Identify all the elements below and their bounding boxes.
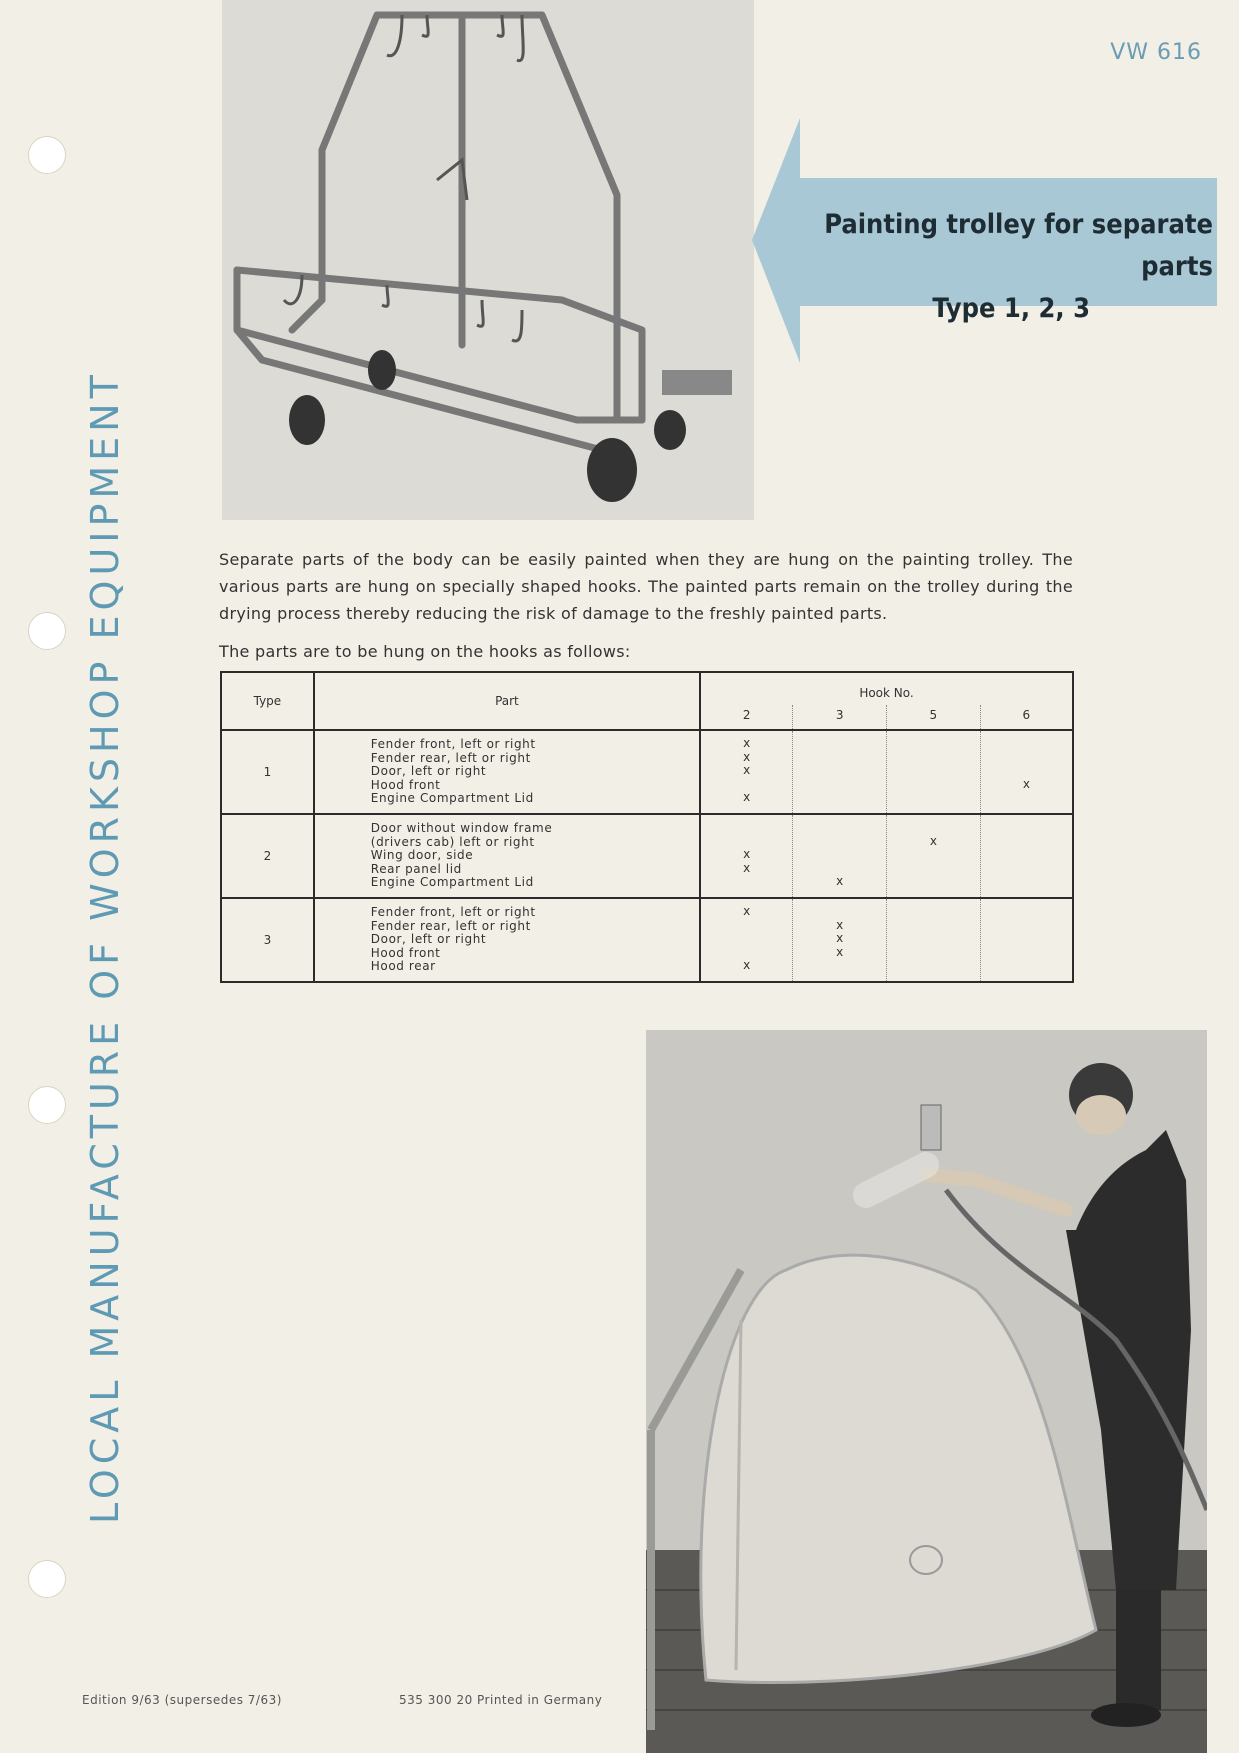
punch-hole <box>28 1560 66 1598</box>
hook-mark: x <box>743 790 751 804</box>
header-hook-number: 2 <box>700 705 793 730</box>
hook-mark <box>793 821 886 835</box>
part-name: Fender rear, left or right <box>370 750 531 765</box>
part-name: Wing door, side <box>370 848 474 863</box>
part-name: Door without window frame <box>370 821 553 836</box>
hook-mark-cell <box>793 730 887 814</box>
punch-hole <box>28 136 66 174</box>
hook-mark <box>793 778 886 792</box>
part-name: Engine Compartment Lid <box>370 791 534 806</box>
hook-mark <box>793 848 886 862</box>
part-name: Rear panel lid <box>370 861 462 876</box>
hook-mark <box>981 791 1072 805</box>
hook-mark <box>701 778 792 792</box>
hook-mark <box>981 875 1072 889</box>
part-name: Hood rear <box>370 959 436 974</box>
hook-mark <box>793 737 886 751</box>
document-number: VW 616 <box>1110 40 1202 65</box>
hook-table <box>220 671 1074 983</box>
hook-mark <box>887 821 980 835</box>
hook-mark <box>887 778 980 792</box>
header-part: Part <box>314 672 700 730</box>
hook-mark <box>793 862 886 876</box>
heading-line2: Type 1, 2, 3 <box>932 293 1090 324</box>
hook-mark <box>981 862 1072 876</box>
hook-mark <box>793 905 886 919</box>
hook-mark <box>793 791 886 805</box>
header-hook-number: 3 <box>793 705 887 730</box>
table-header-row <box>221 672 1073 705</box>
heading-line1: Painting trolley for separate parts <box>824 209 1213 282</box>
hook-mark <box>701 946 792 960</box>
hook-mark <box>981 932 1072 946</box>
hook-mark <box>887 905 980 919</box>
hook-mark <box>887 946 980 960</box>
hook-mark <box>701 919 792 933</box>
table-row <box>221 730 1073 814</box>
hook-mark: x <box>743 736 751 750</box>
parts-cell <box>314 898 700 982</box>
hook-mark-cell <box>887 814 981 898</box>
hook-mark <box>887 737 980 751</box>
hook-mark <box>887 959 980 973</box>
hook-mark-cell <box>980 730 1073 814</box>
hook-mark-cell <box>700 814 793 898</box>
hook-mark <box>887 919 980 933</box>
hook-mark: x <box>836 917 844 932</box>
table-row <box>221 898 1073 982</box>
hook-mark <box>887 764 980 778</box>
hook-mark <box>887 751 980 765</box>
hook-mark-cell <box>980 814 1073 898</box>
hook-mark <box>981 848 1072 862</box>
hook-mark <box>701 835 792 849</box>
type-cell: 1 <box>221 730 314 814</box>
heading <box>810 204 1213 330</box>
hook-mark <box>981 835 1072 849</box>
header-hook-number: 6 <box>980 705 1073 730</box>
hook-mark: x <box>836 931 844 945</box>
hook-mark-cell <box>887 898 981 982</box>
hook-mark-cell <box>887 730 981 814</box>
parts-cell <box>314 814 700 898</box>
part-name: Engine Compartment Lid <box>370 875 534 890</box>
part-name: Hood front <box>370 945 441 960</box>
hook-mark: x <box>743 958 751 972</box>
hook-mark-cell <box>793 898 887 982</box>
part-name: Fender front, left or right <box>370 737 536 752</box>
hook-mark <box>887 932 980 946</box>
hook-mark: x <box>743 904 751 918</box>
hook-mark <box>793 751 886 765</box>
part-name: Hood front <box>370 777 441 792</box>
hook-mark-cell <box>700 730 793 814</box>
hook-mark: x <box>743 749 751 764</box>
hook-mark: x <box>836 944 844 959</box>
hook-mark <box>981 959 1072 973</box>
hook-mark <box>981 946 1072 960</box>
hook-mark <box>981 919 1072 933</box>
hook-mark <box>981 751 1072 765</box>
trolley-photo <box>222 0 754 520</box>
side-title: LOCAL MANUFACTURE OF WORKSHOP EQUIPMENT <box>83 370 127 1524</box>
hook-mark: x <box>1022 776 1030 791</box>
hook-mark <box>701 875 792 889</box>
hook-mark <box>701 932 792 946</box>
header-type: Type <box>221 672 314 730</box>
hook-mark: x <box>743 763 751 777</box>
spraying-illustration <box>646 1030 1207 1753</box>
hook-mark <box>981 821 1072 835</box>
trolley-illustration <box>222 0 754 520</box>
spraying-photo <box>646 1030 1207 1753</box>
table-intro: The parts are to be hung on the hooks as follows: <box>219 642 631 661</box>
hook-mark <box>701 821 792 835</box>
hook-mark <box>887 875 980 889</box>
hook-mark <box>887 791 980 805</box>
description-paragraph: Separate parts of the body can be easily painted when they are hung on the painting trolley. The various parts are hung on specially shaped hooks. The painted parts remain on the trolley during the drying process thereby reducing the risk of damage to the freshly painted parts. <box>219 550 1073 623</box>
hook-mark <box>793 764 886 778</box>
hook-mark <box>887 848 980 862</box>
hook-mark <box>981 764 1072 778</box>
hook-mark-cell <box>793 814 887 898</box>
print-note: 535 300 20 Printed in Germany <box>399 1693 603 1707</box>
type-cell: 2 <box>221 814 314 898</box>
hook-mark: x <box>836 874 844 888</box>
hook-mark: x <box>743 847 751 861</box>
edition-note: Edition 9/63 (supersedes 7/63) <box>82 1693 282 1707</box>
hook-mark <box>793 959 886 973</box>
table-row <box>221 814 1073 898</box>
hook-mark <box>887 862 980 876</box>
parts-cell <box>314 730 700 814</box>
part-name: Door, left or right <box>370 932 487 947</box>
hook-mark <box>981 905 1072 919</box>
hook-mark-cell <box>700 898 793 982</box>
part-name: (drivers cab) left or right <box>370 834 535 849</box>
part-name: Fender front, left or right <box>370 905 536 920</box>
part-name: Fender rear, left or right <box>370 918 531 933</box>
part-name: Door, left or right <box>370 764 487 779</box>
hook-mark <box>981 737 1072 751</box>
header-hook: Hook No. <box>859 686 914 701</box>
type-cell: 3 <box>221 898 314 982</box>
hook-mark <box>793 835 886 849</box>
hook-mark-cell <box>980 898 1073 982</box>
header-hook-number: 5 <box>887 705 981 730</box>
hook-mark: x <box>929 833 937 848</box>
hook-mark: x <box>743 860 751 875</box>
